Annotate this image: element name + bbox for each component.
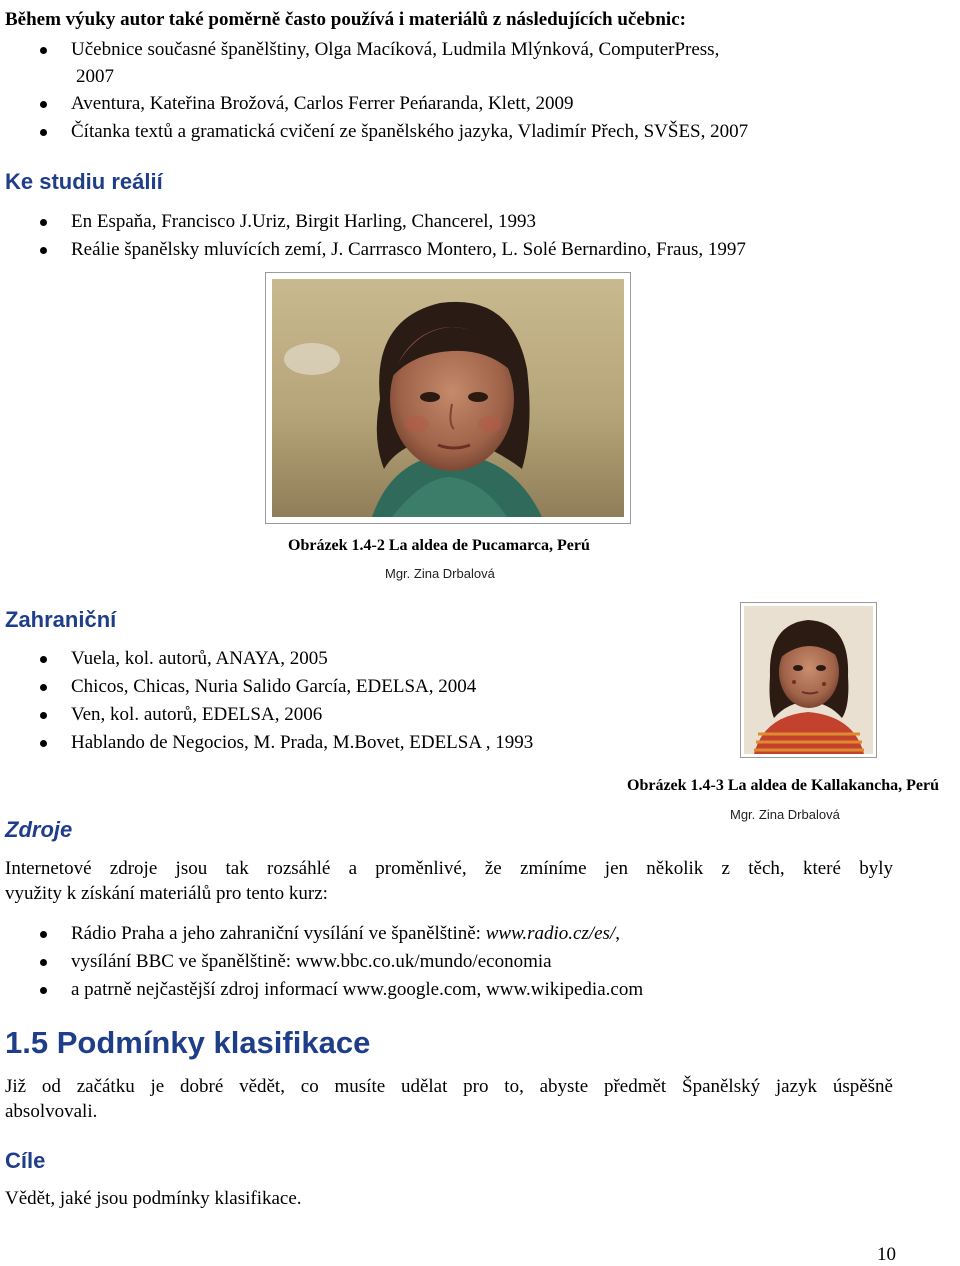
chapter-heading: 1.5 Podmínky klasifikace <box>5 1025 371 1060</box>
bullet-icon <box>40 101 47 108</box>
paragraph-line: absolvovali. <box>5 1101 98 1122</box>
bullet-icon <box>40 47 47 54</box>
page-number: 10 <box>877 1244 896 1265</box>
photo-kallakancha-girl <box>740 602 877 758</box>
portrait-image <box>744 606 873 754</box>
bullet-icon <box>40 219 47 226</box>
bullet-icon <box>40 129 47 136</box>
bullet-icon <box>40 931 47 938</box>
list-item-text: Čítanka textů a gramatická cvičení ze španělského jazyka, Vladimír Přech, SVŠES, 2007 <box>71 121 749 142</box>
list-item-text: Reálie španělsky mluvících zemí, J. Carrrasco Montero, L. Solé Bernardino, Fraus, 1997 <box>71 239 746 260</box>
list-item-text <box>71 922 620 946</box>
list-item-text-suffix: , <box>615 923 620 944</box>
bullet-icon <box>40 740 47 747</box>
list-item-text: Hablando de Negocios, M. Prada, M.Bovet, EDELSA , 1993 <box>71 732 534 753</box>
bullet-icon <box>40 959 47 966</box>
sources-paragraph <box>5 856 893 906</box>
photo-pucamarca-girl <box>265 272 631 524</box>
paragraph-line: Internetové zdroje jsou tak rozsáhlé a proměnlivé, že zmíníme jen několik z těch, které byly <box>5 858 893 879</box>
list-item-text: 2007 <box>76 66 114 87</box>
paragraph-line: Již od začátku je dobré vědět, co musíte udělat pro to, abyste předmět Španělský jazyk úspěšně <box>5 1076 893 1097</box>
list-item-text-prefix: Rádio Praha a jeho zahraniční vysílání ve španělštině: <box>71 923 486 944</box>
intro-text: Během výuky autor také poměrně často používá i materiálů z následujících učebnic: <box>5 9 686 30</box>
bullet-icon <box>40 684 47 691</box>
bullet-icon <box>40 656 47 663</box>
section-heading-sources: Zdroje <box>5 817 73 842</box>
figure-caption: Obrázek 1.4-3 La aldea de Kallakancha, Perú <box>627 777 939 794</box>
list-item-text: a patrně nejčastější zdroj informací www.google.com, www.wikipedia.com <box>71 979 644 1000</box>
radio-praha-link[interactable]: www.radio.cz/es/ <box>485 923 616 944</box>
figure-credit: Mgr. Zina Drbalová <box>730 807 840 822</box>
section-heading-realia: Ke studiu reálií <box>5 169 163 194</box>
list-item-text: Ven, kol. autorů, EDELSA, 2006 <box>71 704 323 725</box>
list-item-text: vysílání BBC ve španělštině: www.bbc.co.uk/mundo/economia <box>71 951 552 972</box>
bullet-icon <box>40 712 47 719</box>
bullet-icon <box>40 987 47 994</box>
paragraph-line: využity k získání materiálů pro tento kurz: <box>5 883 328 904</box>
goals-text: Vědět, jaké jsou podmínky klasifikace. <box>5 1188 302 1209</box>
section-heading-foreign: Zahraniční <box>5 607 117 632</box>
section-heading-goals: Cíle <box>5 1148 46 1173</box>
chapter-paragraph <box>5 1074 893 1124</box>
figure-credit: Mgr. Zina Drbalová <box>385 566 495 581</box>
list-item-text: Chicos, Chicas, Nuria Salido García, EDELSA, 2004 <box>71 676 477 697</box>
list-item-text: Učebnice současné španělštiny, Olga Macíková, Ludmila Mlýnková, ComputerPress, <box>71 39 720 60</box>
bullet-icon <box>40 247 47 254</box>
portrait-image <box>272 279 624 517</box>
figure-caption: Obrázek 1.4-2 La aldea de Pucamarca, Perú <box>288 537 590 554</box>
list-item-text: Vuela, kol. autorů, ANAYA, 2005 <box>71 648 328 669</box>
list-item-text: Aventura, Kateřina Brožová, Carlos Ferrer Peńaranda, Klett, 2009 <box>71 93 574 114</box>
list-item-text: En Espaňa, Francisco J.Uriz, Birgit Harling, Chancerel, 1993 <box>71 211 537 232</box>
